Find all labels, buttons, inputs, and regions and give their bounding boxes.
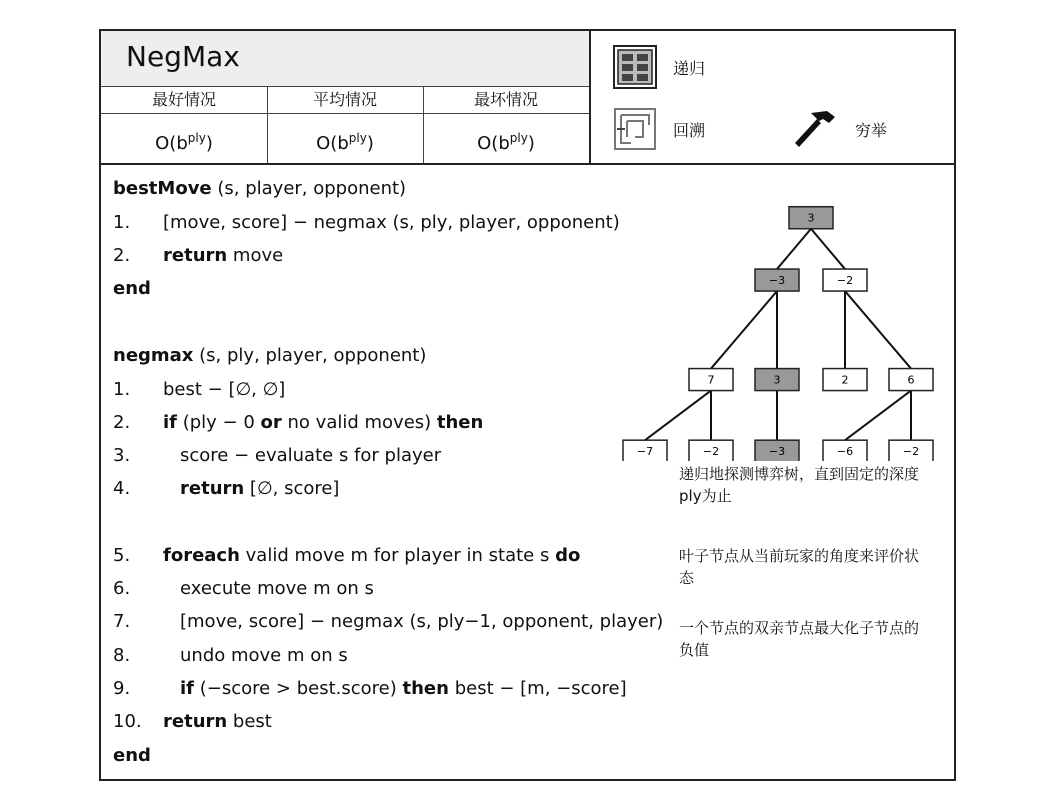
tree-node <box>889 440 933 461</box>
game-tree <box>619 201 939 461</box>
hammer-icon <box>789 107 839 151</box>
complexity-value: $O(b^{ply})$ <box>155 131 213 154</box>
legend-exhaustive <box>789 107 887 151</box>
complexity-best <box>101 87 268 163</box>
legend-recursion <box>613 45 705 89</box>
tree-node <box>823 440 867 461</box>
code-line: 9. if (−score > best.score) then best − [m, −score] <box>113 678 627 699</box>
tree-node <box>755 440 799 461</box>
tree-node <box>755 269 799 291</box>
tree-edge <box>777 229 811 269</box>
complexity-header: 最好情况 <box>101 87 267 114</box>
tree-node-label: −6 <box>836 445 854 459</box>
tree-edge <box>711 291 777 369</box>
complexity-worst <box>423 87 589 163</box>
complexity-header: 平均情况 <box>267 87 423 114</box>
tree-node <box>689 440 733 461</box>
algorithm-card <box>99 29 956 781</box>
code-line: 6. execute move m on s <box>113 578 374 599</box>
tree-node-label: 3 <box>773 373 781 387</box>
legend-label: 穷举 <box>855 120 888 140</box>
tree-node-label: 6 <box>907 373 915 387</box>
note: 一个节点的双亲节点最大化子节点的负值 <box>679 619 920 659</box>
code-line: 2. return move <box>113 245 284 266</box>
backtracking-maze-icon <box>613 107 657 151</box>
note: 叶子节点从当前玩家的角度来评价状态 <box>679 547 920 587</box>
code-line: 10. return best <box>113 711 272 732</box>
code-line: 1. best − [∅, ∅] <box>113 379 286 400</box>
legend-label: 回溯 <box>673 120 706 140</box>
tree-node <box>823 269 867 291</box>
tree-node <box>889 369 933 391</box>
tree-edge <box>845 291 911 369</box>
legend-backtracking <box>613 107 705 151</box>
tree-node <box>689 369 733 391</box>
tree-node-label: −2 <box>836 274 854 288</box>
tree-node <box>623 440 667 461</box>
tree-node-label: 7 <box>707 373 715 387</box>
code-line: 2. if (ply − 0 or no valid moves) then <box>113 412 484 433</box>
complexity-table <box>101 87 589 163</box>
negmax-signature: negmax (s, ply, player, opponent) <box>113 345 427 366</box>
tree-node-label: −3 <box>768 445 786 459</box>
bestmove-signature: bestMove (s, player, opponent) <box>113 178 407 199</box>
complexity-average <box>267 87 424 163</box>
code-line: 8. undo move m on s <box>113 645 348 666</box>
tree-node <box>755 369 799 391</box>
tree-edge <box>845 391 911 441</box>
algorithm-title: NegMax <box>126 40 240 73</box>
note: 递归地探测博弈树，直到固定的深度ply为止 <box>679 465 920 505</box>
tree-edge <box>645 391 711 441</box>
tree-node-label: 2 <box>841 373 849 387</box>
code-line: 7. [move, score] − negmax (s, ply−1, opponent, player) <box>113 611 664 632</box>
concept-legend <box>591 31 954 163</box>
tree-node <box>789 207 833 229</box>
legend-label: 递归 <box>673 58 706 78</box>
code-line: 1. [move, score] − negmax (s, ply, player, opponent) <box>113 212 620 233</box>
code-end: end <box>113 278 151 299</box>
card-header <box>101 31 954 165</box>
code-end: end <box>113 745 151 766</box>
tree-node <box>823 369 867 391</box>
recursion-icon <box>613 45 657 89</box>
code-line: 4. return [∅, score] <box>113 478 340 499</box>
tree-edge <box>811 229 845 269</box>
code-line: 3. score − evaluate s for player <box>113 445 442 466</box>
tree-node-label: −2 <box>702 445 720 459</box>
tree-node-label: 3 <box>807 211 815 225</box>
code-line: 5. foreach valid move m for player in state s do <box>113 545 581 566</box>
tree-node-label: −3 <box>768 274 786 288</box>
complexity-value: $O(b^{ply})$ <box>316 131 374 154</box>
complexity-value: $O(b^{ply})$ <box>477 131 535 154</box>
complexity-header: 最坏情况 <box>423 87 589 114</box>
tree-node-label: −2 <box>902 445 920 459</box>
title-cell <box>101 31 589 87</box>
tree-node-label: −7 <box>636 445 654 459</box>
